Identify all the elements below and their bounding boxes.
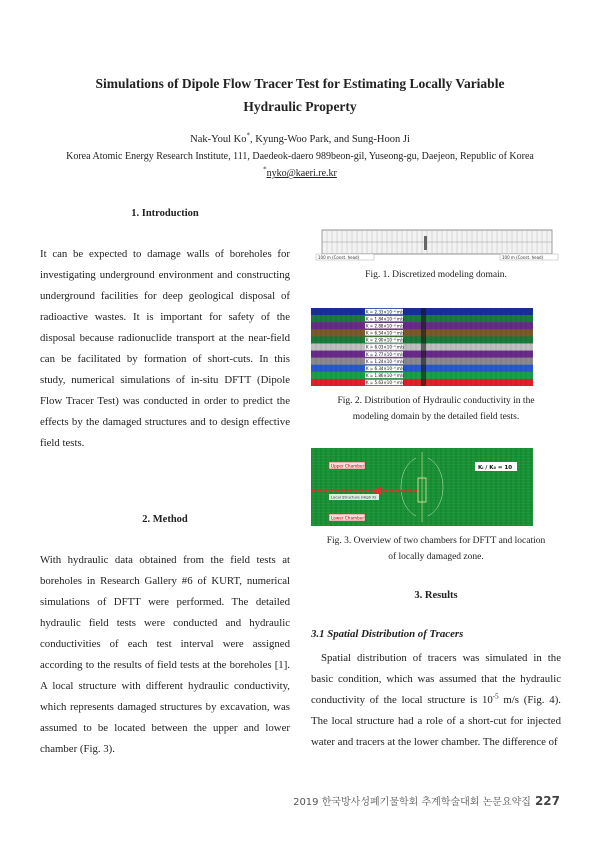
page-footer <box>293 793 560 808</box>
fig2-caption-line-1: Fig. 2. Distribution of Hydraulic conductivity in the <box>337 396 535 406</box>
fig2-band-label: K = 2.88×10⁻⁸ m/s <box>366 323 405 329</box>
fig2-band-label: K = 6.03×10⁻⁹ m/s <box>366 344 405 350</box>
fig2-band-label: K = 1.86×10⁻⁸ m/s <box>366 373 405 379</box>
fig2-band-label: K = 5.63×10⁻⁹ m/s <box>366 380 405 386</box>
author-rest: , Kyung-Woo Park, and Sung-Hoon Ji <box>250 134 410 145</box>
fig1-left-label: 100 m (Const. head) <box>318 255 360 260</box>
results-text-b: m/s (Fig. 4). The local structure had a role of a short-cut for injected water and tracers at the lower chamber. The difference of <box>311 694 561 748</box>
email-line <box>30 167 570 181</box>
fig3-caption-line-1: Fig. 3. Overview of two chambers for DFTT and location <box>326 536 546 546</box>
section-method-heading <box>40 514 290 525</box>
title-line-2: Hydraulic Property <box>243 99 357 114</box>
fig3-k-ratio: Kₗ / K₀ = 10 <box>478 464 513 471</box>
fig2-band-label: K = 1.24×10⁻⁸ m/s <box>366 358 405 364</box>
title-line-1: Simulations of Dipole Flow Tracer Test for Estimating Locally Variable <box>95 76 505 91</box>
footer-text: 2019 한국방사성폐기물학회 추계학술대회 논문요약집 <box>293 797 531 808</box>
page-number: 227 <box>534 794 560 808</box>
sub31-title: 3.1 Spatial Distribution of Tracers <box>311 628 464 640</box>
sec1-title: 1. Introduction <box>131 208 199 219</box>
fig2-band-label: K = 2.90×10⁻⁸ m/s <box>366 337 405 343</box>
fig2-band-label: K = 2.77×10⁻⁸ m/s <box>366 351 405 357</box>
fig3-chambers-overview <box>311 448 533 526</box>
authors <box>30 132 570 147</box>
fig2-band-label: K = 6.54×10⁻⁹ m/s <box>366 330 405 336</box>
fig3-caption <box>311 533 561 565</box>
results-text-a: Spatial distribution of tracers was simulated in the basic condition, which was assumed that the hydraulic conductivity of the local structure is 10 <box>311 652 561 706</box>
paper-title <box>40 72 560 118</box>
affiliation: Korea Atomic Energy Research Institute, 111, Daedeok-daero 989beon-gil, Yuseong-gu, Daejeon, Republic of Korea <box>66 151 534 162</box>
author-first: Nak-Youl Ko <box>190 134 247 145</box>
fig1-right-label: 100 m (Const. head) <box>502 255 544 260</box>
email-link[interactable]: nyko@kaeri.re.kr <box>266 168 337 179</box>
results-exponent: -5 <box>492 692 499 701</box>
corresponding-mark: * <box>246 131 251 140</box>
sec2-title: 2. Method <box>142 514 188 525</box>
fig2-conductivity-map <box>311 308 533 386</box>
fig1-caption: Fig. 1. Discretized modeling domain. <box>365 270 507 280</box>
method-text: With hydraulic data obtained from the field tests at boreholes in Research Gallery #6 of KURT, numerical simulations of DFTT were performed. The detailed hydraulic field tests were conducted and hydraulic conductivities of each test interval were assigned according to the results of field tests at the boreholes [1]. A local structure with different hydraulic conductivity, which represents damaged structures by excavation, was assumed to be located between the upper and lower chamber (Fig. 3). <box>40 554 290 755</box>
fig3-local-structure: Local Structure (High K) <box>331 494 377 500</box>
fig3-upper-chamber: Upper Chamber <box>331 463 365 469</box>
fig2-caption-line-2: modeling domain by the detailed field tests. <box>352 412 520 422</box>
fig3-lower-chamber: Lower Chamber <box>331 515 365 521</box>
fig1-modeling-domain <box>314 228 560 262</box>
fig3-caption-line-2: of locally damaged zone. <box>388 552 484 562</box>
fig2-band-label: K = 1.84×10⁻⁸ m/s <box>366 316 405 322</box>
email-mark: * <box>263 165 267 174</box>
subsection-3-1-heading <box>311 628 561 640</box>
fig2-band-label: K = 6.34×10⁻⁹ m/s <box>366 366 405 372</box>
section-introduction-heading <box>40 208 290 219</box>
section-results-heading <box>311 590 561 601</box>
fig2-caption <box>311 393 561 425</box>
results-text <box>311 648 561 753</box>
sec3-title: 3. Results <box>414 590 458 601</box>
introduction-text: It can be expected to damage walls of boreholes for investigating underground environment and constructing underground facilities for deep geological disposal of radioactive wastes. It is important for safety of the disposal because radionuclide transport at the near-field can be facilitated by formation of short-cuts. In this study, numerical simulations of in-situ DFTT (Dipole Flow Tracer Test) was conducted in order to predict the effects by the damaged structures and to design effective field tests. <box>40 248 290 449</box>
fig2-band-label: K = 2.33×10⁻⁸ m/s <box>366 309 405 315</box>
